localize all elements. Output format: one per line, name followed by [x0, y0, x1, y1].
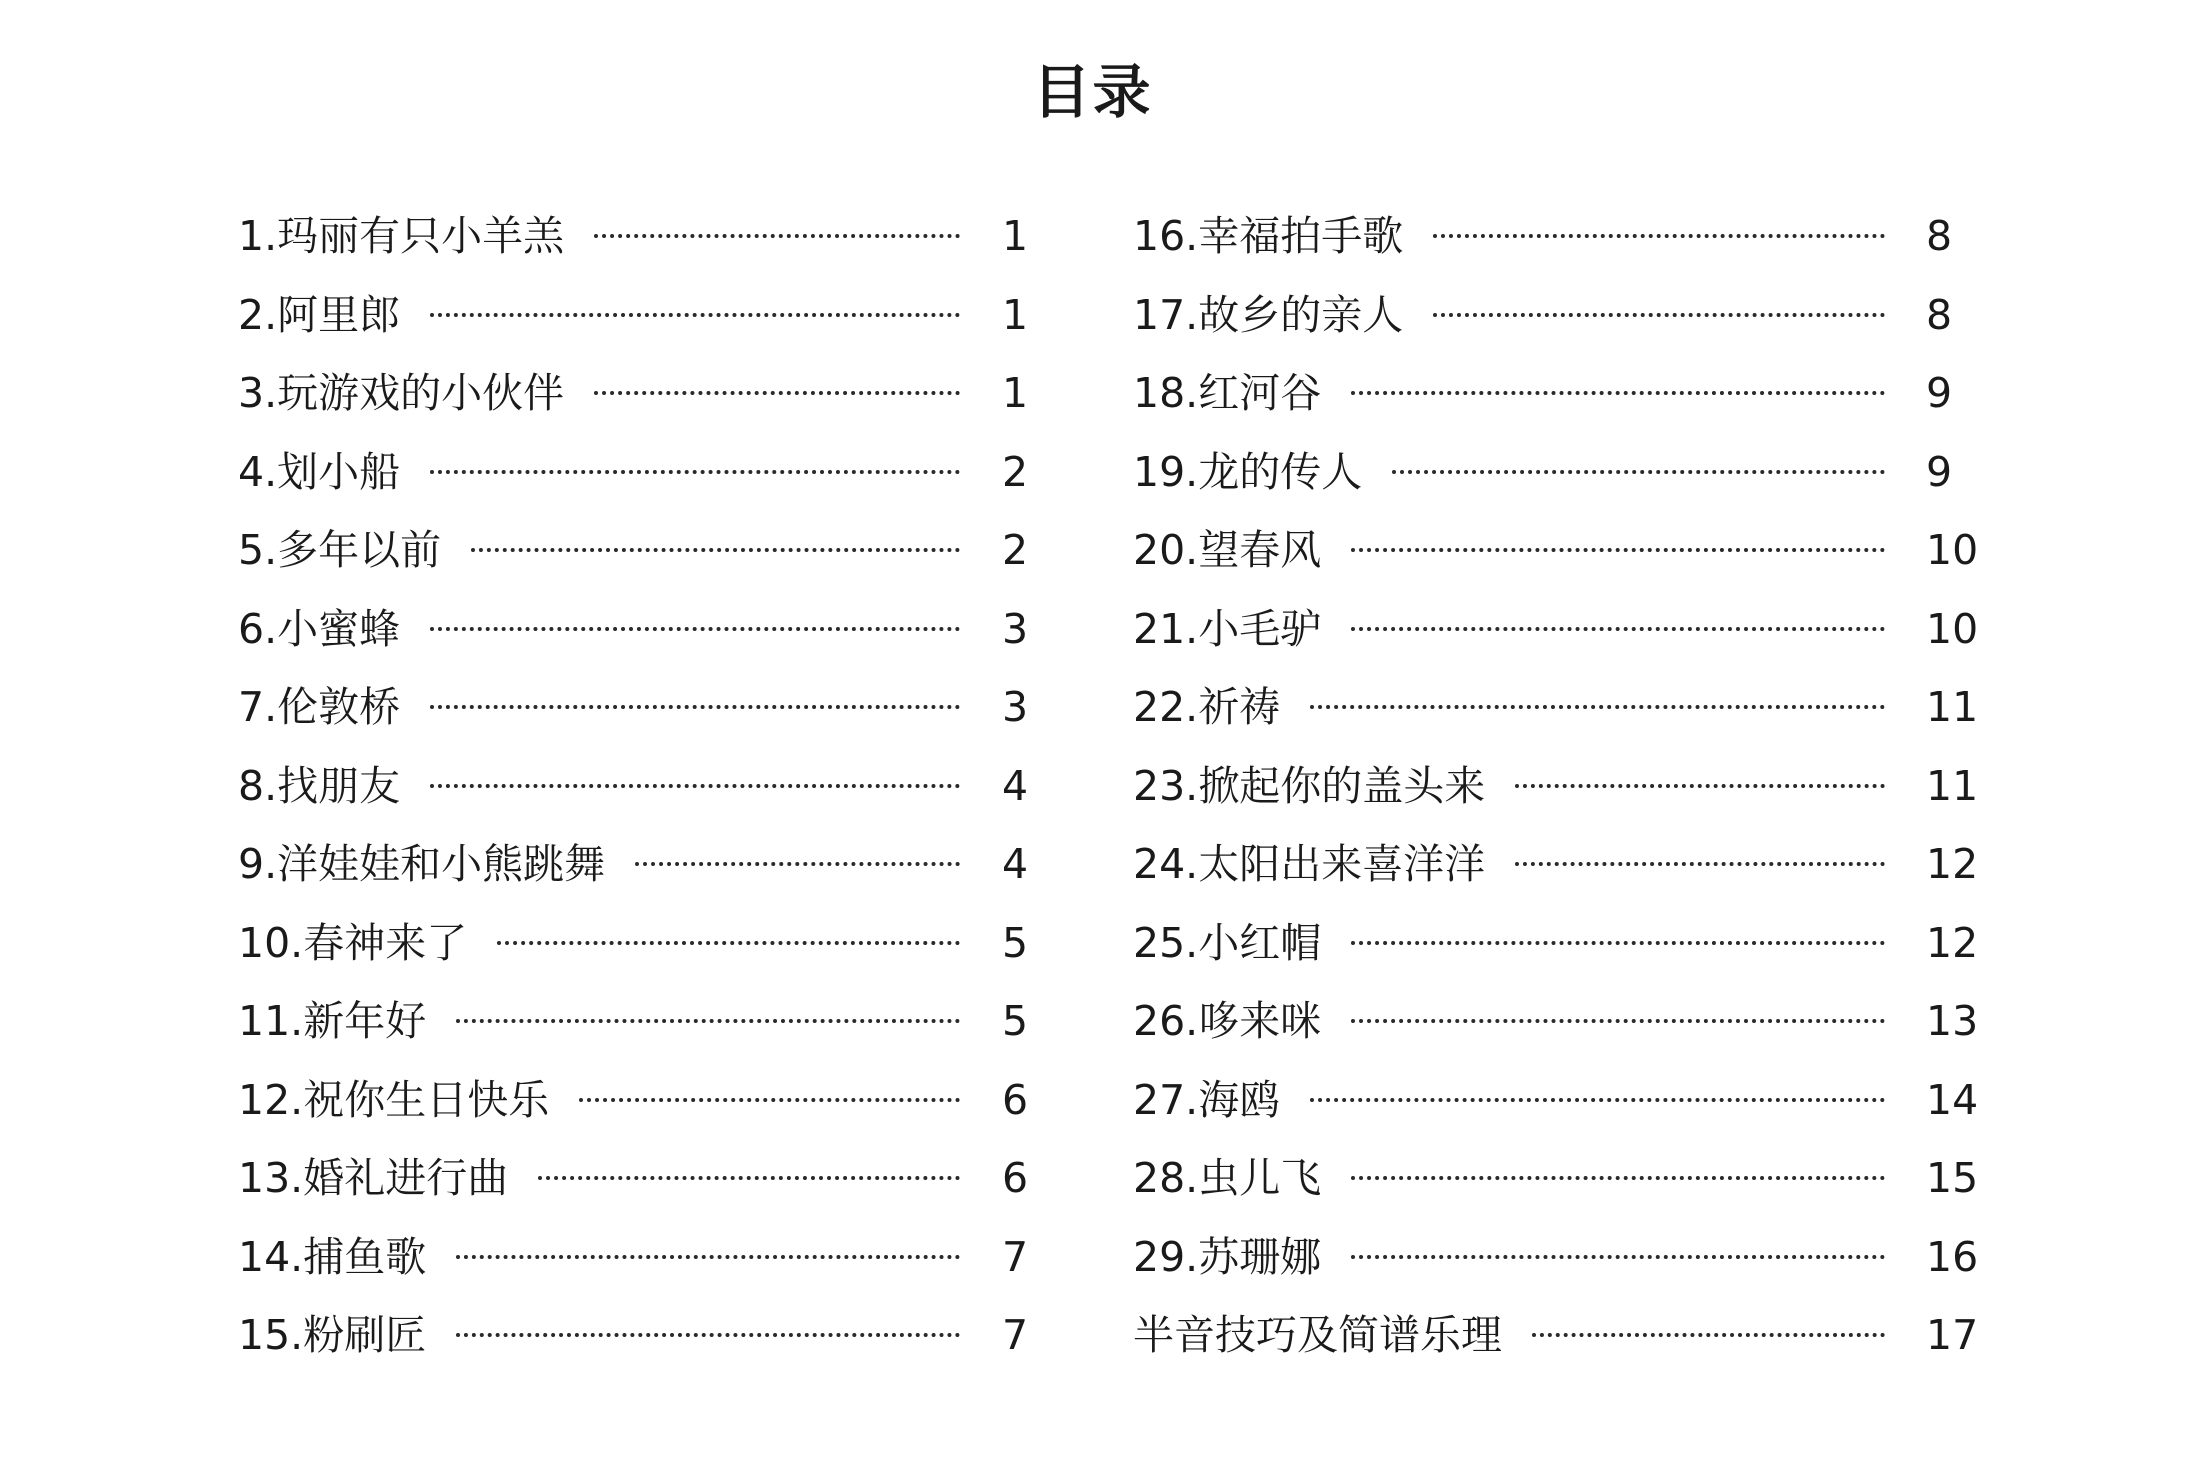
toc-page-number: 3 — [1002, 604, 1029, 653]
toc-entry[interactable] — [1133, 511, 2008, 590]
toc-page-number: 3 — [1002, 683, 1029, 731]
toc-entry[interactable] — [1133, 1061, 2008, 1140]
toc-entry[interactable] — [238, 511, 1038, 590]
toc-page-number: 7 — [1002, 1311, 1029, 1359]
toc-page-number: 4 — [1002, 761, 1029, 810]
toc-dot-leader — [1310, 1098, 1885, 1102]
toc-dot-leader — [538, 1176, 960, 1180]
toc-entry-title: 17.故乡的亲人 — [1133, 290, 1404, 339]
toc-entry-title: 29.苏珊娜 — [1133, 1232, 1322, 1281]
toc-entry[interactable] — [238, 825, 1038, 904]
toc-entry-title: 8.找朋友 — [238, 761, 401, 810]
toc-dot-leader — [456, 1255, 960, 1259]
toc-page-number: 14 — [1926, 1075, 1979, 1124]
toc-page-number: 10 — [1926, 526, 1979, 574]
toc-page-number: 5 — [1002, 997, 1029, 1045]
toc-entry-title: 26.哆来咪 — [1133, 997, 1322, 1045]
toc-entry-title: 24.太阳出来喜洋洋 — [1133, 840, 1486, 888]
toc-dot-leader — [579, 1098, 960, 1102]
toc-page-number: 6 — [1002, 1075, 1029, 1124]
toc-dot-leader — [1351, 627, 1885, 631]
toc-dot-leader — [594, 391, 960, 395]
toc-dot-leader — [430, 470, 960, 474]
toc-page-number: 1 — [1002, 290, 1029, 339]
toc-entry-title: 25.小红帽 — [1133, 918, 1322, 967]
toc-entry[interactable] — [1133, 982, 2008, 1061]
toc-entry-title: 2.阿里郎 — [238, 290, 401, 339]
toc-dot-leader — [430, 705, 960, 709]
toc-entry[interactable] — [1133, 1296, 2008, 1375]
toc-entry[interactable] — [238, 1139, 1038, 1218]
toc-dot-leader — [430, 627, 960, 631]
toc-entry[interactable] — [1133, 276, 2008, 355]
toc-page-number: 5 — [1002, 918, 1029, 967]
toc-page-number: 10 — [1926, 604, 1979, 653]
toc-dot-leader — [456, 1333, 960, 1337]
toc-page-number: 12 — [1926, 918, 1979, 967]
toc-dot-leader — [497, 941, 960, 945]
toc-entry-title: 15.粉刷匠 — [238, 1311, 427, 1359]
toc-dot-leader — [471, 548, 960, 552]
toc-page-number: 1 — [1002, 369, 1029, 417]
toc-entry[interactable] — [238, 1061, 1038, 1140]
toc-entry[interactable] — [238, 197, 1038, 276]
toc-entry-title: 7.伦敦桥 — [238, 683, 401, 731]
toc-entry-title: 3.玩游戏的小伙伴 — [238, 369, 565, 417]
toc-page-number: 1 — [1002, 212, 1029, 260]
toc-left-column — [238, 197, 1038, 1375]
toc-page-number: 12 — [1926, 840, 1979, 888]
toc-dot-leader — [1433, 234, 1885, 238]
toc-entry-title: 4.划小船 — [238, 447, 401, 496]
toc-entry[interactable] — [238, 276, 1038, 355]
toc-entry[interactable] — [238, 1218, 1038, 1297]
toc-entry[interactable] — [1133, 904, 2008, 983]
toc-entry[interactable] — [1133, 668, 2008, 747]
toc-page-number: 17 — [1926, 1311, 1979, 1359]
toc-entry-title: 13.婚礼进行曲 — [238, 1154, 509, 1202]
toc-page-number: 11 — [1926, 761, 1979, 810]
toc-dot-leader — [1392, 470, 1885, 474]
toc-page-number: 15 — [1926, 1154, 1979, 1202]
toc-entry-title: 12.祝你生日快乐 — [238, 1075, 550, 1124]
toc-entry-title: 11.新年好 — [238, 997, 427, 1045]
toc-dot-leader — [430, 313, 960, 317]
toc-dot-leader — [594, 234, 960, 238]
toc-entry-title: 22.祈祷 — [1133, 683, 1281, 731]
toc-page-number: 13 — [1926, 997, 1979, 1045]
toc-page-number: 4 — [1002, 840, 1029, 888]
toc-page-number: 2 — [1002, 447, 1029, 496]
toc-dot-leader — [1515, 862, 1885, 866]
toc-entry-title: 21.小毛驴 — [1133, 604, 1322, 653]
toc-entry[interactable] — [1133, 747, 2008, 826]
toc-dot-leader — [1351, 548, 1885, 552]
toc-entry-title: 28.虫儿飞 — [1133, 1154, 1322, 1202]
toc-entry-title: 16.幸福拍手歌 — [1133, 212, 1404, 260]
toc-dot-leader — [1433, 313, 1885, 317]
toc-right-column — [1133, 197, 2008, 1375]
toc-dot-leader — [1515, 784, 1885, 788]
toc-dot-leader — [635, 862, 960, 866]
toc-entry[interactable] — [238, 433, 1038, 512]
toc-entry[interactable] — [1133, 1218, 2008, 1297]
toc-entry-title: 10.春神来了 — [238, 918, 468, 967]
toc-entry[interactable] — [1133, 197, 2008, 276]
toc-dot-leader — [1351, 941, 1885, 945]
toc-dot-leader — [430, 784, 960, 788]
toc-entry[interactable] — [1133, 825, 2008, 904]
toc-entry[interactable] — [238, 747, 1038, 826]
toc-entry[interactable] — [238, 354, 1038, 433]
toc-dot-leader — [1351, 1019, 1885, 1023]
toc-entry-title: 9.洋娃娃和小熊跳舞 — [238, 840, 606, 888]
toc-entry[interactable] — [238, 904, 1038, 983]
toc-entry-title: 半音技巧及简谱乐理 — [1133, 1311, 1502, 1359]
toc-page-number: 6 — [1002, 1154, 1029, 1202]
toc-page-number: 2 — [1002, 526, 1029, 574]
toc-page-number: 8 — [1926, 290, 1953, 339]
toc-entry-title: 19.龙的传人 — [1133, 447, 1363, 496]
toc-dot-leader — [456, 1019, 960, 1023]
page-title: 目录 — [1032, 58, 1153, 126]
toc-page-number: 11 — [1926, 683, 1979, 731]
toc-entry[interactable] — [1133, 354, 2008, 433]
toc-entry-title: 23.掀起你的盖头来 — [1133, 761, 1486, 810]
toc-entry-title: 18.红河谷 — [1133, 369, 1322, 417]
toc-dot-leader — [1351, 1255, 1885, 1259]
toc-dot-leader — [1351, 1176, 1885, 1180]
toc-entry[interactable] — [238, 1296, 1038, 1375]
toc-entry[interactable] — [1133, 590, 2008, 669]
toc-entry-title: 5.多年以前 — [238, 526, 442, 574]
toc-dot-leader — [1310, 705, 1885, 709]
toc-entry[interactable] — [238, 590, 1038, 669]
toc-page-number: 7 — [1002, 1232, 1029, 1281]
toc-page-number: 16 — [1926, 1232, 1979, 1281]
toc-page-number: 8 — [1926, 212, 1953, 260]
toc-entry[interactable] — [1133, 433, 2008, 512]
toc-entry-title: 1.玛丽有只小羊羔 — [238, 212, 565, 260]
toc-entry-title: 6.小蜜蜂 — [238, 604, 401, 653]
toc-entry-title: 27.海鸥 — [1133, 1075, 1281, 1124]
toc-entry-title: 14.捕鱼歌 — [238, 1232, 427, 1281]
toc-dot-leader — [1532, 1333, 1885, 1337]
toc-dot-leader — [1351, 391, 1885, 395]
toc-entry[interactable] — [238, 668, 1038, 747]
toc-entry-title: 20.望春风 — [1133, 526, 1322, 574]
toc-entry[interactable] — [1133, 1139, 2008, 1218]
toc-page-number: 9 — [1926, 447, 1953, 496]
toc-entry[interactable] — [238, 982, 1038, 1061]
toc-page-number: 9 — [1926, 369, 1953, 417]
